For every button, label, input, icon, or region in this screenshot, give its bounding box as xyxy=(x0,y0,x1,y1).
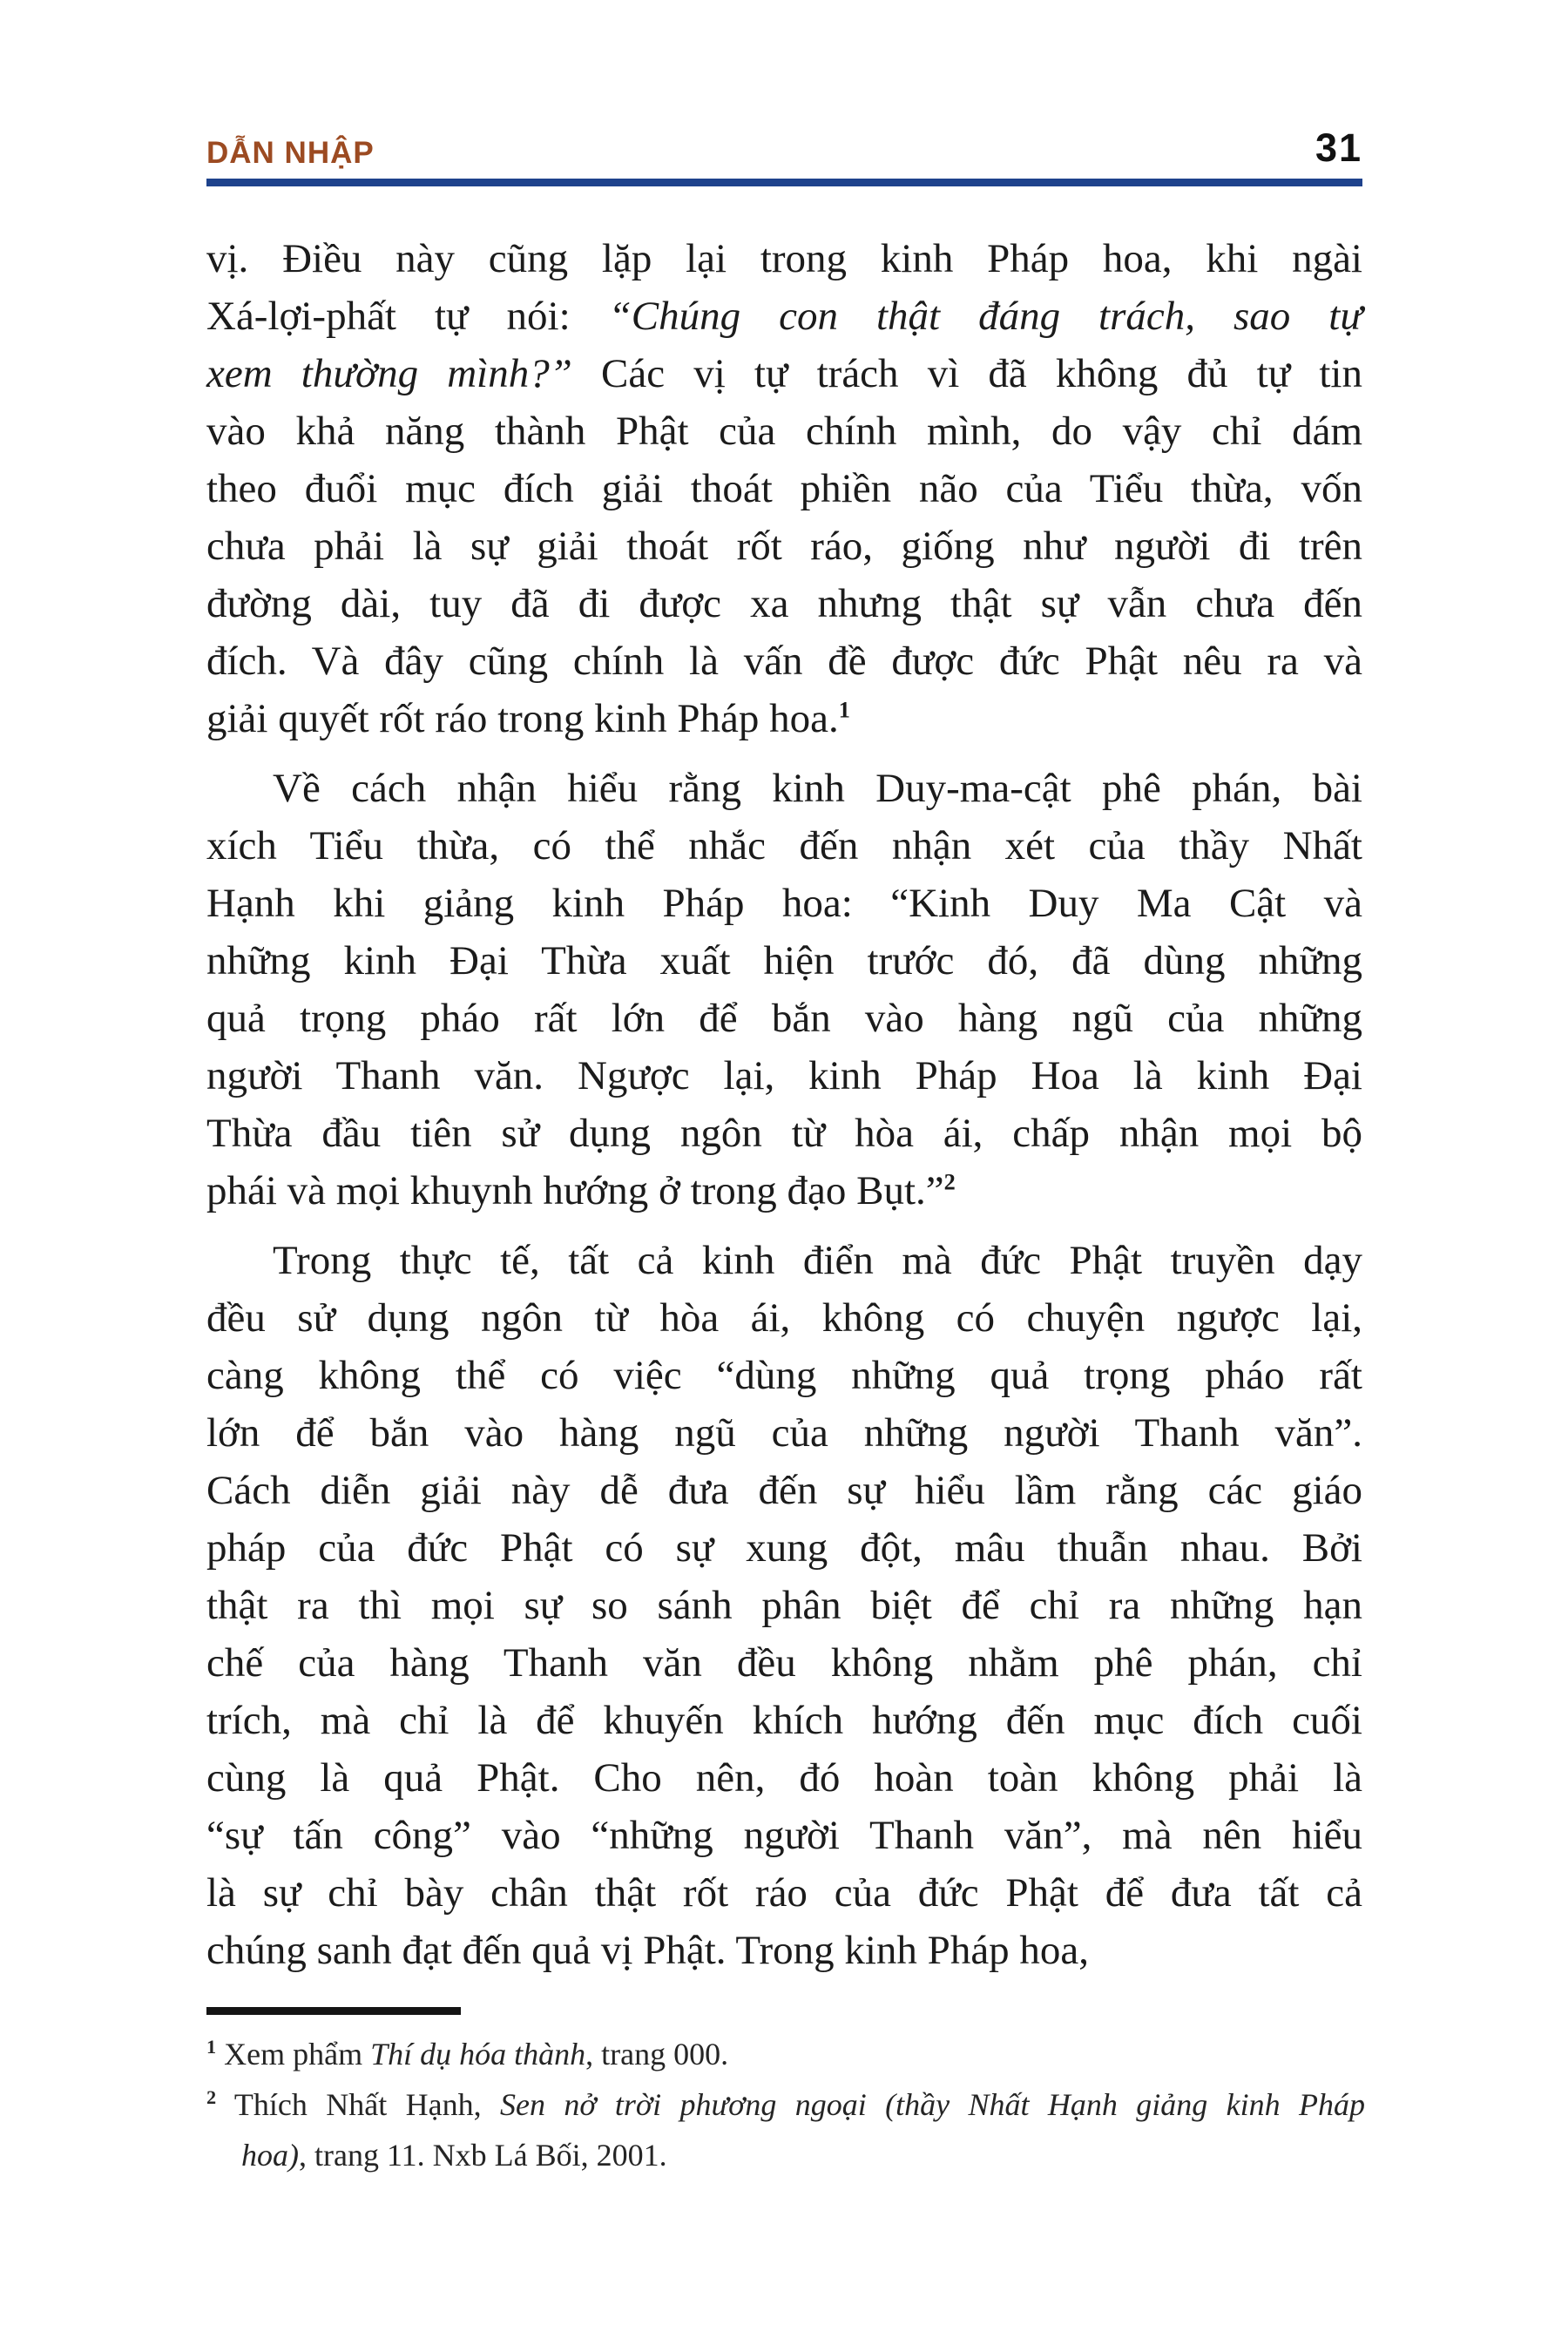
text-segment: Cách diễn giải này dễ đưa đến sự hiểu lầm rằng các giáo xyxy=(206,1468,1362,1513)
text-segment: chúng sanh đạt đến quả vị Phật. Trong kinh Pháp hoa, xyxy=(206,1928,1090,1973)
text-line xyxy=(206,1922,1362,1979)
text-line xyxy=(206,1105,1362,1162)
text-segment: “sự tấn công” vào “những người Thanh văn”, mà nên hiểu xyxy=(206,1813,1362,1858)
text-segment: phái và mọi khuynh hướng ở trong đạo Bụt.” xyxy=(206,1168,944,1213)
running-header-title: DẪN NHẬP xyxy=(206,136,375,170)
text-segment: giải quyết rốt ráo trong kinh Pháp hoa. xyxy=(206,696,839,741)
text-segment: đích. Và đây cũng chính là vấn đề được đức Phật nêu ra và xyxy=(206,639,1362,684)
text-segment: , trang 11. Nxb Lá Bối, 2001. xyxy=(299,2138,667,2173)
footnote-line xyxy=(206,2079,1365,2130)
text-line xyxy=(206,632,1362,690)
text-segment: đường dài, tuy đã đi được xa nhưng thật sự vẫn chưa đến xyxy=(206,581,1362,626)
text-segment: trích, mà chỉ là để khuyến khích hướng đến mục đích cuối xyxy=(206,1698,1362,1743)
footnote-reference: 2 xyxy=(943,1169,956,1195)
text-line xyxy=(206,575,1362,632)
text-segment: Trong thực tế, tất cả kinh điển mà đức Phật truyền dạy xyxy=(273,1238,1362,1283)
text-segment: quả trọng pháo rất lớn để bắn vào hàng ngũ của những xyxy=(206,996,1362,1041)
text-segment: , trang 000. xyxy=(585,2037,729,2072)
text-line xyxy=(206,817,1362,875)
text-segment: cùng là quả Phật. Cho nên, đó hoàn toàn không phải là xyxy=(206,1755,1362,1801)
text-segment: Các vị tự trách vì đã không đủ tự tin xyxy=(571,351,1362,396)
text-line xyxy=(206,517,1362,575)
text-segment: xích Tiểu thừa, có thể nhắc đến nhận xét của thầy Nhất xyxy=(206,823,1362,868)
text-segment: Thí dụ hóa thành xyxy=(370,2037,586,2072)
text-line xyxy=(206,1162,1362,1220)
text-line xyxy=(206,1404,1362,1462)
footnote-item xyxy=(206,2079,1365,2180)
paragraph xyxy=(206,1232,1362,1979)
text-segment: thật ra thì mọi sự so sánh phân biệt để chỉ ra những hạn xyxy=(206,1583,1362,1628)
text-line xyxy=(206,1807,1362,1864)
text-segment: những kinh Đại Thừa xuất hiện trước đó, đã dùng những xyxy=(206,938,1362,983)
footnote-reference: 1 xyxy=(838,697,850,723)
footnote-line xyxy=(206,2029,1365,2079)
page-number: 31 xyxy=(1315,125,1362,170)
text-line xyxy=(206,1577,1362,1634)
text-segment: càng không thể có việc “dùng những quả trọng pháo rất xyxy=(206,1353,1362,1398)
text-line xyxy=(206,1462,1362,1519)
text-segment: Sen nở trời phương ngoại (thầy Nhất Hạnh giảng kinh Pháp xyxy=(499,2087,1365,2122)
text-segment: vị. Điều này cũng lặp lại trong kinh Pháp hoa, khi ngài xyxy=(206,236,1362,281)
text-line xyxy=(206,287,1362,345)
text-segment: vào khả năng thành Phật của chính mình, do vậy chỉ dám xyxy=(206,409,1362,454)
body-text-column xyxy=(206,230,1362,1979)
text-segment: Thừa đầu tiên sử dụng ngôn từ hòa ái, chấp nhận mọi bộ xyxy=(206,1111,1362,1156)
text-segment: Thích Nhất Hạnh, xyxy=(216,2087,500,2122)
text-line xyxy=(206,1047,1362,1105)
text-segment: hoa) xyxy=(241,2138,299,2173)
text-line xyxy=(206,1232,1362,1289)
text-line xyxy=(206,1634,1362,1692)
text-segment: “Chúng con thật đáng trách, sao tự xyxy=(608,294,1362,339)
footnote-line xyxy=(206,2130,1365,2180)
text-line xyxy=(206,690,1362,747)
text-line xyxy=(206,1749,1362,1807)
text-line xyxy=(206,760,1362,817)
text-segment: Xá-lợi-phất tự nói: xyxy=(206,294,609,339)
footnote-item xyxy=(206,2029,1365,2079)
text-line xyxy=(206,1692,1362,1749)
header-rule xyxy=(206,179,1362,186)
text-line xyxy=(206,230,1362,287)
footnote-marker: 1 xyxy=(206,2036,217,2058)
text-line xyxy=(206,990,1362,1047)
text-segment: là sự chỉ bày chân thật rốt ráo của đức Phật để đưa tất cả xyxy=(206,1870,1362,1916)
text-segment: chế của hàng Thanh văn đều không nhằm phê phán, chỉ xyxy=(206,1640,1362,1686)
text-segment: theo đuổi mục đích giải thoát phiền não của Tiểu thừa, vốn xyxy=(206,466,1362,511)
text-segment: Hạnh khi giảng kinh Pháp hoa: “Kinh Duy Ma Cật và xyxy=(206,881,1362,926)
text-line xyxy=(206,1289,1362,1347)
text-line xyxy=(206,1347,1362,1404)
text-line xyxy=(206,460,1362,517)
paragraph xyxy=(206,230,1362,747)
text-line xyxy=(206,932,1362,990)
footnote-separator-rule xyxy=(206,2007,461,2015)
text-segment: pháp của đức Phật có sự xung đột, mâu thuẫn nhau. Bởi xyxy=(206,1525,1362,1571)
footnote-marker: 2 xyxy=(206,2086,217,2108)
text-line xyxy=(206,402,1362,460)
text-segment: chưa phải là sự giải thoát rốt ráo, giống như người đi trên xyxy=(206,524,1362,569)
text-line xyxy=(206,1864,1362,1922)
footnotes-section xyxy=(206,2007,1365,2180)
text-segment: đều sử dụng ngôn từ hòa ái, không có chuyện ngược lại, xyxy=(206,1295,1362,1341)
paragraph xyxy=(206,760,1362,1220)
text-segment: người Thanh văn. Ngược lại, kinh Pháp Hoa là kinh Đại xyxy=(206,1053,1362,1098)
text-segment: xem thường mình?” xyxy=(206,351,572,396)
footnote-list xyxy=(206,2029,1365,2180)
text-segment: lớn để bắn vào hàng ngũ của những người Thanh văn”. xyxy=(206,1410,1362,1456)
text-segment: Về cách nhận hiểu rằng kinh Duy-ma-cật phê phán, bài xyxy=(273,766,1362,811)
text-line xyxy=(206,875,1362,932)
text-line xyxy=(206,345,1362,402)
text-line xyxy=(206,1519,1362,1577)
text-segment: Xem phẩm xyxy=(216,2037,371,2072)
